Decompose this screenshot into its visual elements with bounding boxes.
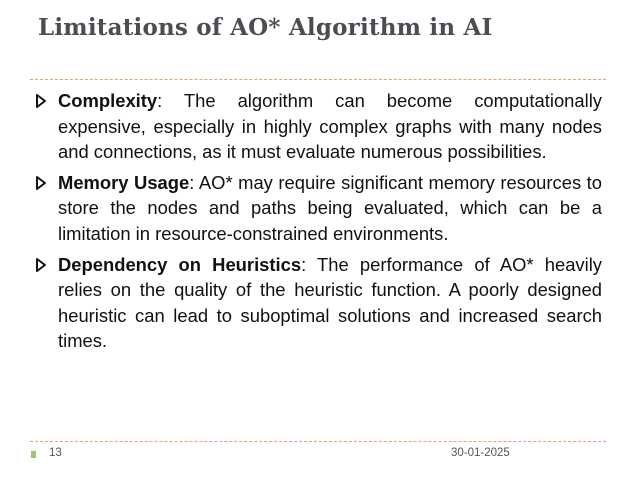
bullet-term: Memory Usage [58, 171, 190, 193]
slide-title: Limitations of AO* Algorithm in AI [38, 14, 493, 41]
bullet-dependency-on-heuristics [34, 252, 602, 354]
bullet-memory-usage [34, 170, 602, 247]
bullet-complexity [34, 88, 602, 165]
page-number: 13 [49, 447, 62, 459]
bullet-text: : AO* may require significant memory resources to store the nodes and paths being evaluated, which can be a limitation in resource-constrained environments. [58, 171, 603, 244]
bullet-text: : The performance of AO* heavily relies on the quality of the heuristic function. A poorly designed heuristic can lead to suboptimal solutions and increased search times. [58, 253, 602, 352]
bullet-term: Dependency on Heuristics [58, 253, 302, 275]
title-divider [30, 79, 606, 80]
footer-accent-mark [31, 451, 36, 458]
triangle-right-icon [34, 257, 48, 273]
bullet-text: : The algorithm can become computationally expensive, especially in highly complex graphs with many nodes and connections, as it must evaluate numerous possibilities. [58, 90, 602, 163]
bullet-list [34, 88, 602, 359]
footer-divider [30, 441, 606, 442]
slide-date: 30-01-2025 [451, 447, 510, 459]
triangle-right-icon [34, 93, 48, 109]
triangle-right-icon [34, 175, 48, 191]
bullet-term: Complexity [58, 90, 158, 111]
